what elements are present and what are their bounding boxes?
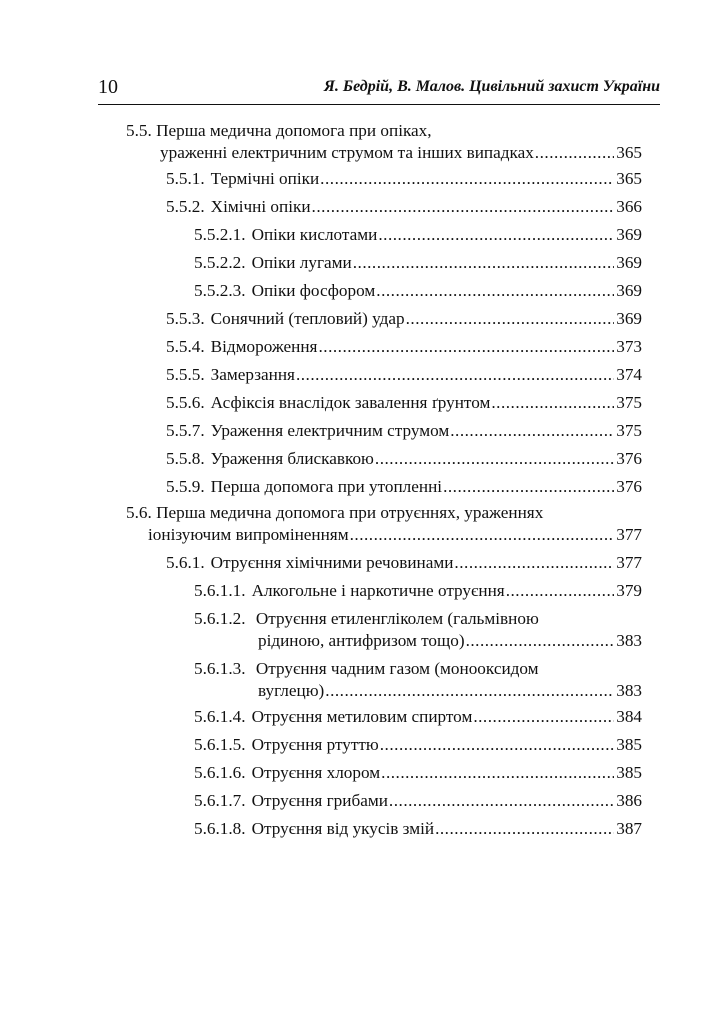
toc-title: Опіки фосфором [251, 281, 376, 300]
leader-dots [320, 168, 614, 190]
leader-dots [350, 524, 614, 546]
toc-title: Опіки кислотами [251, 225, 378, 244]
toc-entry-5-6-line1 [126, 502, 543, 524]
toc-number: 5.6.1.7. [194, 791, 246, 810]
leader-dots [381, 762, 614, 784]
toc-title: Відмороження [210, 337, 318, 356]
leader-dots [435, 818, 614, 840]
toc-title: іонізуючим випроміненням [148, 525, 349, 544]
toc-entry-5-6-1-7[interactable] [194, 790, 642, 812]
toc-page: 365 [616, 143, 642, 162]
toc-page: 373 [616, 337, 642, 356]
toc-number: 5.5.6. [166, 393, 205, 412]
toc-number: 5.6. [126, 503, 152, 522]
toc-title-line1: Перша медична допомога при отруєннях, ураженнях [156, 503, 544, 522]
toc-number: 5.5.1. [166, 169, 205, 188]
toc-page: 377 [616, 553, 642, 572]
toc-number: 5.6.1. [166, 553, 205, 572]
toc-title-line1: Отруєння чадним газом (монооксидом [255, 659, 539, 678]
toc-title-line1: Отруєння етиленгліколем (гальмівною [255, 609, 539, 628]
toc-title: ураженні електричним струмом та інших випадках [160, 143, 534, 162]
toc-page: 365 [616, 169, 642, 188]
toc-page: 385 [616, 735, 642, 754]
toc-page: 366 [616, 197, 642, 216]
toc-number: 5.5.2.2. [194, 253, 246, 272]
toc-page: 376 [616, 477, 642, 496]
toc-entry-5-6-1-2-line1 [194, 608, 539, 630]
leader-dots [325, 680, 614, 702]
toc-page: 369 [616, 309, 642, 328]
toc-number: 5.6.1.1. [194, 581, 246, 600]
toc-entry-5-5-9[interactable] [166, 476, 642, 498]
leader-dots [473, 706, 614, 728]
toc-page: 375 [616, 393, 642, 412]
toc-title: Отруєння хімічними речовинами [210, 553, 454, 572]
toc-page: 369 [616, 281, 642, 300]
toc-entry-5-5-2[interactable] [166, 196, 642, 218]
leader-dots [380, 734, 614, 756]
toc-number: 5.5.2.1. [194, 225, 246, 244]
toc-number: 5.5.8. [166, 449, 205, 468]
toc-entry-5-5-2-1[interactable] [194, 224, 642, 246]
toc-page: 375 [616, 421, 642, 440]
toc-page: 383 [616, 681, 642, 700]
leader-dots [443, 476, 614, 498]
leader-dots [454, 552, 614, 574]
toc-number: 5.6.1.3. [194, 659, 246, 678]
leader-dots [296, 364, 614, 386]
toc-entry-5-5-line1 [126, 120, 432, 142]
toc-number: 5.5.7. [166, 421, 205, 440]
toc-entry-5-6-1-5[interactable] [194, 734, 642, 756]
toc-number: 5.5. [126, 121, 152, 140]
toc-entry-5-6-1-4[interactable] [194, 706, 642, 728]
toc-number: 5.5.2.3. [194, 281, 246, 300]
toc-number: 5.5.4. [166, 337, 205, 356]
leader-dots [450, 420, 614, 442]
toc-title: Ураження блискавкою [210, 449, 374, 468]
toc-title: Отруєння метиловим спиртом [251, 707, 473, 726]
leader-dots [406, 308, 614, 330]
toc-title: Хімічні опіки [210, 197, 311, 216]
running-head: Я. Бедрій, В. Малов. Цивільний захист України [323, 78, 660, 95]
toc-title: Перша допомога при утопленні [210, 477, 443, 496]
toc-number: 5.5.2. [166, 197, 205, 216]
toc-page: 383 [616, 631, 642, 650]
toc-entry-5-5-5[interactable] [166, 364, 642, 386]
toc-page: 386 [616, 791, 642, 810]
toc-number: 5.6.1.8. [194, 819, 246, 838]
toc-page: 387 [616, 819, 642, 838]
leader-dots [378, 224, 614, 246]
toc-entry-5-5-1[interactable] [166, 168, 642, 190]
toc-entry-5-5-4[interactable] [166, 336, 642, 358]
leader-dots [375, 448, 614, 470]
toc-page: 385 [616, 763, 642, 782]
toc-page: 374 [616, 365, 642, 384]
page-number: 10 [98, 76, 118, 98]
toc-number: 5.6.1.5. [194, 735, 246, 754]
toc-title: Отруєння від укусів змій [251, 819, 435, 838]
toc-entry-5-5-2-2[interactable] [194, 252, 642, 274]
toc-page: 379 [616, 581, 642, 600]
toc-entry-5-6-1-1[interactable] [194, 580, 642, 602]
leader-dots [506, 580, 614, 602]
toc-number: 5.6.1.6. [194, 763, 246, 782]
toc-title: Замерзання [210, 365, 295, 384]
leader-dots [491, 392, 614, 414]
toc-number: 5.5.5. [166, 365, 205, 384]
toc-title: Термічні опіки [210, 169, 320, 188]
toc-entry-5-5[interactable] [160, 142, 642, 164]
toc-entry-5-6-1-6[interactable] [194, 762, 642, 784]
toc-title-line1: Перша медична допомога при опіках, [156, 121, 432, 140]
leader-dots [389, 790, 614, 812]
toc-entry-5-6-1-2[interactable] [258, 630, 642, 652]
leader-dots [466, 630, 614, 652]
leader-dots [535, 142, 614, 164]
toc-title: вуглецю) [258, 681, 325, 700]
toc-number: 5.6.1.2. [194, 609, 246, 628]
toc-entry-5-5-8[interactable] [166, 448, 642, 470]
leader-dots [353, 252, 614, 274]
toc-title: Опіки лугами [251, 253, 352, 272]
toc-title: рідиною, антифризом тощо) [258, 631, 465, 650]
leader-dots [376, 280, 614, 302]
toc-entry-5-5-3[interactable] [166, 308, 642, 330]
header-rule [98, 104, 660, 105]
toc-entry-5-6-1-3[interactable] [258, 680, 642, 702]
toc-entry-5-6-1[interactable] [166, 552, 642, 574]
leader-dots [318, 336, 614, 358]
toc-number: 5.5.3. [166, 309, 205, 328]
toc-entry-5-6[interactable] [148, 524, 642, 546]
toc-entry-5-5-2-3[interactable] [194, 280, 642, 302]
toc-title: Отруєння ртуттю [251, 735, 379, 754]
toc-title: Отруєння хлором [251, 763, 381, 782]
toc-page: 384 [616, 707, 642, 726]
toc-title: Ураження електричним струмом [210, 421, 450, 440]
toc-entry-5-5-7[interactable] [166, 420, 642, 442]
toc-entry-5-6-1-8[interactable] [194, 818, 642, 840]
toc-entry-5-5-6[interactable] [166, 392, 642, 414]
toc-title: Отруєння грибами [251, 791, 388, 810]
toc-title: Сонячний (тепловий) удар [210, 309, 405, 328]
toc-page: 369 [616, 253, 642, 272]
toc-page: 369 [616, 225, 642, 244]
toc-number: 5.5.9. [166, 477, 205, 496]
toc-title: Алкогольне і наркотичне отруєння [251, 581, 505, 600]
toc-page: 376 [616, 449, 642, 468]
leader-dots [312, 196, 614, 218]
toc-page: 377 [616, 525, 642, 544]
toc-number: 5.6.1.4. [194, 707, 246, 726]
toc-entry-5-6-1-3-line1 [194, 658, 539, 680]
toc-title: Асфіксія внаслідок завалення ґрунтом [210, 393, 491, 412]
